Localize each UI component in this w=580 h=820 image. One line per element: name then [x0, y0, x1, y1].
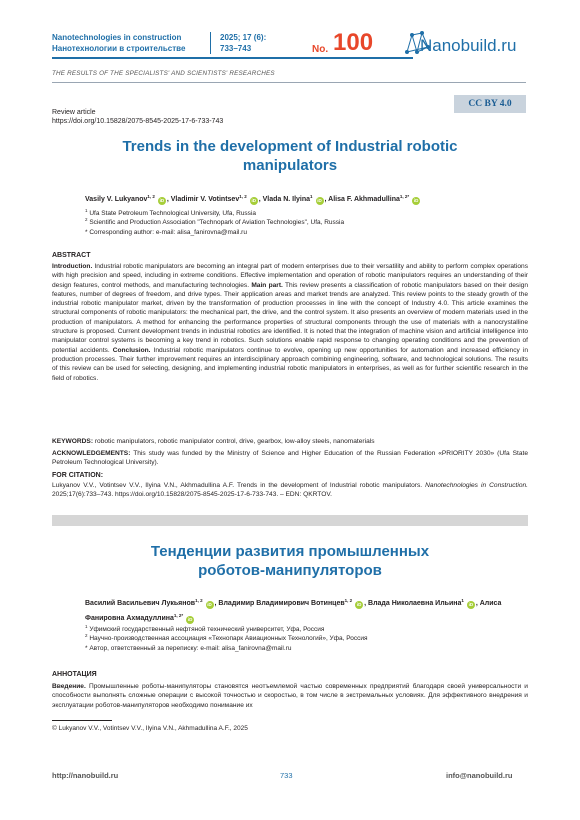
tagline-rule	[52, 82, 526, 83]
nanobuild-logo-text: Nanobuild.ru	[420, 36, 517, 55]
keywords-label: KEYWORDS:	[52, 438, 94, 445]
abstract-body-ru	[52, 682, 528, 710]
citation-text	[52, 481, 528, 500]
author-list-en: Vasily V. Lukyanov$^{1, 2}$ iD , Vladimir V. Votintsev$^{1, 2}$ iD , Vlada N. Ilyina$^1$ iD , Alisa F. Akhmadullina$^{1, 2*}$ iD	[85, 194, 419, 203]
author-affiliation-mark: 1, 2	[344, 598, 353, 603]
affiliation-text: Научно-производственная ассоциация «Технопарк Авиационных Технологий», Уфа, Россия	[89, 635, 368, 642]
article-type: Review article	[52, 109, 96, 116]
article-title-ru-line2: роботов-манипуляторов	[198, 562, 382, 579]
author-name: Vlada N. Ilyina	[262, 196, 311, 203]
keywords	[52, 437, 528, 446]
citation-authors-title: Lukyanov V.V., Votintsev V.V., Ilyina V.N., Akhmadullina A.F. Trends in the development of Industrial robotic manipulators.	[52, 482, 426, 489]
orcid-icon[interactable]: iD	[356, 602, 362, 607]
author-name: Vasily V. Lukyanov	[85, 196, 148, 203]
orcid-icon[interactable]: iD	[187, 617, 193, 622]
abstract-conclusion-label: Conclusion.	[112, 346, 151, 354]
abstract-body	[52, 262, 528, 383]
corresponding-author-en: * Corresponding author: e-mail: alisa_fanirovna@mail.ru	[85, 229, 247, 236]
footer-website-link[interactable]: http://nanobuild.ru	[52, 771, 119, 780]
author-name: Владимир Владимирович Вотинцев	[218, 600, 345, 607]
affiliation-mark: 2	[85, 633, 88, 638]
article-title-en	[52, 137, 528, 175]
affiliation-en-2	[85, 216, 344, 227]
keywords-text: robotic manipulators, robotic manipulator control, drive, gearbox, low-alloy steels, nanomaterials	[93, 438, 375, 445]
orcid-icon[interactable]: iD	[251, 198, 256, 203]
author-name: Влада Николаевна Ильина	[368, 600, 462, 607]
affiliation-ru-2	[85, 632, 368, 643]
orcid-icon[interactable]: iD	[413, 198, 419, 203]
abstract-heading-ru: АННОТАЦИЯ	[52, 671, 97, 678]
acknowledgements-label: ACKNOWLEDGEMENTS:	[52, 450, 131, 457]
author-affiliation-mark: 1	[461, 598, 464, 603]
footnote-rule	[52, 720, 112, 721]
author-name: Василий Васильевич Лукьянов	[85, 600, 196, 607]
author-name: Vladimir V. Votintsev	[170, 196, 240, 203]
author-list-ru: Василий Васильевич Лукьянов$^{1, 2}$ iD , Владимир Владимирович Вотинцев$^{1, 2}$ iD , Влада Николаевна Ильина$^1$ iD , Алиса Фанировна Ахмадуллина$^{1, 2*}$ iD	[85, 598, 502, 622]
author-affiliation-mark: 1, 2	[195, 598, 203, 603]
header-rule	[52, 57, 413, 59]
author-name: Alisa F. Akhmadullina	[328, 196, 400, 203]
orcid-icon[interactable]: iD	[317, 198, 322, 203]
article-title-en-line1: Trends in the development of Industrial robotic	[122, 138, 458, 155]
affiliation-mark: 2	[85, 217, 88, 222]
citation-journal: Nanotechnologies in Construction.	[425, 482, 529, 489]
affiliation-text: Уфимский государственный нефтяной технический университет, Уфа, Россия	[89, 626, 325, 633]
issue-number: 100	[333, 29, 374, 56]
citation-details: 2025;17(6):733–743. https://doi.org/10.15828/2075-8545-2025-17-6-733-743. – EDN: QKRTOV.	[52, 491, 332, 499]
abstract-intro-text: Industrial robotic manipulators are becoming an integral part of modern enterprises due to their versatility and ability to perform complex operations with high precision and speed, including in extreme conditions. Effective implementation and operation of robotic manipulators requires an understanding of their design features, control methods, and manufacturing technologies.	[52, 263, 528, 289]
orcid-icon[interactable]: iD	[468, 602, 474, 607]
issue-number-label: No.	[312, 44, 329, 55]
header-divider	[210, 32, 211, 54]
acknowledgements	[52, 449, 528, 468]
journal-tagline: THE RESULTS OF THE SPECIALISTS' AND SCIENTISTS' RESEARCHES	[52, 70, 275, 77]
abstract-main-text: This review presents a classification of robotic manipulators based on their design features, number of degrees of freedom, and drive types. Their application areas and market trends are analyzed. This review points to the steady growth of the industrial robotic manipulator market, driven by the transformation of production processes in line with the concept of Industry 4.0. This article examines the structural components of robotic manipulators: the mechanical part, the drive, and the control system. It also presents an overview of modern materials used in the production of manipulators. A method for enhancing the performance properties of structural components through the use of materials with a nanocrystalline structure is proposed. Current development trends in industrial robotics are identified. It is noted that the integration of machine vision and artificial intelligence into manipulator control systems is becoming a key trend in robotics. Such solutions enable rapid response to changing operating conditions and the prevention of potential accidents.	[52, 281, 529, 354]
license-badge[interactable]: CC BY 4.0	[454, 95, 526, 113]
corresponding-author-ru: * Автор, ответственный за переписку: e-mail: alisa_fanirovna@mail.ru	[85, 645, 292, 652]
article-doi-link[interactable]: https://doi.org/10.15828/2075-8545-2025-17-6-733-743	[52, 118, 224, 125]
author-name: Алиса Фанировна Ахмадуллина	[85, 600, 502, 622]
author-affiliation-mark: 1	[310, 194, 313, 199]
author-affiliation-mark: 1, 2	[239, 194, 247, 199]
article-title-ru	[52, 542, 528, 580]
author-affiliation-mark: 1, 2*	[173, 613, 184, 618]
affiliation-text: Ufa State Petroleum Technological University, Ufa, Russia	[89, 210, 256, 217]
orcid-icon[interactable]: iD	[159, 198, 165, 203]
abstract-heading: ABSTRACT	[52, 252, 91, 259]
abstract-ru-intro-text: Промышленные роботы-манипуляторы становятся неотъемлемой частью современных предприятий благодаря своей универсальности и способности выполнять сложные операции с высокой точностью и скоростью, в том числе в экстремальных условиях. Для эффективного внедрения и эксплуатации роботов-манипуляторов необходимо понимание их	[52, 683, 528, 709]
author-affiliation-mark: 1, 2*	[399, 194, 410, 199]
orcid-icon[interactable]: iD	[207, 602, 212, 607]
journal-volume: 2025; 17 (6):	[220, 33, 267, 42]
affiliation-text: Scientific and Production Association "Technopark of Aviation Technologies", Ufa, Russia	[89, 219, 345, 226]
footer-email-link[interactable]: info@nanobuild.ru	[446, 771, 513, 780]
author-affiliation-mark: 1, 2	[147, 194, 155, 199]
affiliation-mark: 1	[85, 208, 88, 213]
journal-title-ru: Нанотехнологии в строительстве	[52, 44, 186, 53]
abstract-intro-label: Introduction.	[52, 263, 93, 270]
article-title-ru-line1: Тенденции развития промышленных	[150, 543, 430, 560]
article-title-en-line2: manipulators	[242, 157, 338, 174]
journal-pages: 733–743	[220, 44, 252, 53]
abstract-ru-intro-label: Введение.	[52, 683, 86, 690]
section-separator-band	[52, 515, 528, 526]
acknowledgements-text: This study was funded by the Ministry of Science and Higher Education of the Russian Federation «PRIORITY 2030» (Ufa State Petroleum Technological University).	[52, 450, 528, 467]
affiliation-mark: 1	[85, 624, 88, 629]
abstract-conclusion-text: Industrial robotic manipulators continue to evolve, opening up new opportunities for automation and increased efficiency in production processes. Their further improvement requires an interdisciplinary approach combining engineering, software, and technological solutions. The results of this review can be used for selecting, designing, and implementing industrial robotic manipulators in enterprises, as well as for further scientific research in the field of robotics.	[52, 346, 528, 382]
page-number: 733	[280, 771, 293, 780]
copyright-footnote: © Lukyanov V.V., Votintsev V.V., Ilyina V.N., Akhmadullina A.F., 2025	[52, 725, 248, 732]
journal-title-en: Nanotechnologies in construction	[52, 33, 182, 42]
citation-heading: FOR CITATION:	[52, 472, 104, 479]
abstract-main-label: Main part.	[251, 281, 283, 289]
